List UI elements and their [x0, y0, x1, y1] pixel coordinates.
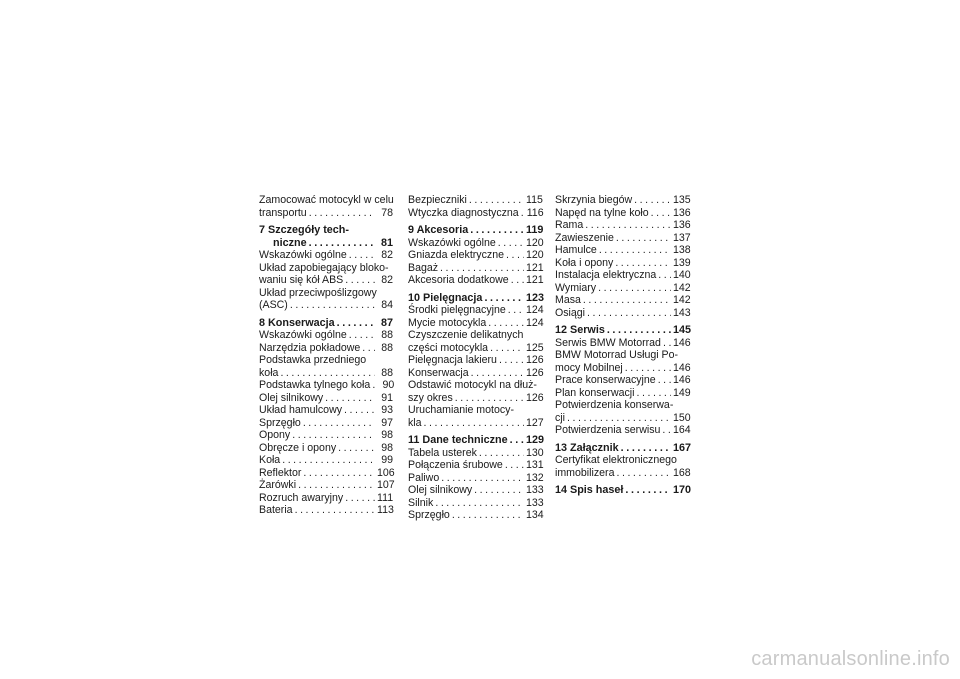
toc-entry-title: 8 Konserwacja: [259, 316, 335, 329]
toc-page-number: 150: [673, 411, 691, 424]
toc-page-number: 124: [526, 316, 544, 329]
toc-entry-title: Środki pielęgnacyjne: [408, 304, 506, 316]
toc-page-number: 130: [526, 446, 544, 459]
toc-page-number: 142: [673, 294, 691, 306]
toc-page-number: 78: [381, 206, 393, 219]
dot-leader: [567, 412, 671, 425]
toc-entry-title: 13 Załącznik: [555, 441, 619, 454]
toc-page-number: 127: [526, 416, 544, 429]
toc-entry-title: Koła: [259, 454, 281, 466]
toc-page-number: 99: [381, 454, 393, 466]
toc-entry-title: (ASC): [259, 299, 288, 311]
toc-entry[interactable]: [259, 504, 393, 517]
toc-entry[interactable]: [259, 467, 393, 480]
toc-entry[interactable]: [555, 207, 689, 220]
toc-page-number: 132: [526, 471, 544, 484]
toc-page-number: 111: [377, 491, 394, 504]
toc-page-number: 139: [673, 256, 691, 269]
dot-leader: [637, 387, 672, 400]
toc-page-number: 107: [377, 479, 395, 491]
toc-entry[interactable]: [408, 472, 542, 485]
toc-entry-title: Bagaż: [408, 261, 439, 274]
toc-chapter[interactable]: [555, 324, 692, 337]
toc-entry-title: Instalacja elektryczna: [555, 269, 657, 281]
toc-column-3: [555, 194, 692, 497]
dot-leader: [598, 282, 671, 295]
toc-entry-title: Gniazda elektryczne: [408, 249, 504, 261]
dot-leader: [455, 392, 524, 405]
toc-entry-title-line: Certyfikat elektronicznego: [555, 454, 677, 466]
toc-chapter[interactable]: [555, 441, 692, 455]
dot-leader: [607, 324, 671, 337]
dot-leader: [585, 219, 671, 232]
dot-leader: [615, 257, 671, 270]
toc-page-number: 146: [673, 361, 691, 374]
toc-entry-title: Opony: [259, 429, 291, 441]
toc-entry-title: cji: [555, 411, 566, 424]
dot-leader: [499, 354, 524, 367]
dot-leader: [469, 194, 524, 207]
toc-page-number: 170: [673, 484, 692, 496]
toc-page-number: 133: [526, 496, 544, 509]
toc-entry[interactable]: [555, 282, 689, 295]
toc-entry[interactable]: [259, 479, 393, 492]
toc-entry-title: Obręcze i opony: [259, 441, 337, 454]
toc-entry-title: Żarówki: [259, 479, 297, 491]
toc-page-number: 125: [526, 341, 544, 354]
toc-entry-title: Wymiary: [555, 281, 597, 294]
dot-leader: [621, 442, 671, 455]
toc-entry[interactable]: [408, 509, 542, 522]
toc-entry[interactable]: [408, 207, 542, 220]
toc-entry[interactable]: [408, 274, 542, 287]
toc-page-number: 136: [673, 206, 691, 219]
watermark: carmanualsonline.info: [751, 648, 950, 670]
toc-page-number: 142: [673, 281, 691, 294]
toc-page-number: 115: [526, 194, 543, 206]
dot-leader: [471, 367, 524, 380]
toc-entry[interactable]: [555, 374, 689, 387]
toc-chapter[interactable]: [408, 291, 545, 305]
toc-page-number: 129: [526, 434, 545, 446]
toc-page-number: 116: [526, 206, 544, 219]
toc-entry[interactable]: [555, 454, 689, 479]
toc-entry[interactable]: [555, 337, 689, 350]
toc-entry-title: Skrzynia biegów: [555, 194, 633, 206]
toc-entry-title: Sprzęgło: [408, 509, 450, 521]
toc-column-2: [408, 194, 545, 522]
dot-leader: [303, 417, 375, 430]
dot-leader: [441, 472, 524, 485]
toc-entry-title: Rama: [555, 219, 584, 231]
dot-leader: [452, 509, 524, 522]
dot-leader: [599, 244, 671, 257]
toc-entry[interactable]: [408, 379, 542, 404]
toc-page-number: 113: [377, 504, 394, 516]
toc-page-number: 136: [673, 219, 691, 231]
toc-page-number: 121: [526, 261, 544, 274]
dot-leader: [325, 392, 375, 405]
toc-entry-title: Hamulce: [555, 244, 597, 256]
toc-entry[interactable]: [408, 447, 542, 460]
toc-entry[interactable]: [259, 417, 393, 430]
toc-page-number: 126: [526, 366, 544, 379]
toc-page-number: 123: [526, 291, 545, 304]
toc-entry-title: Podstawka tylnego koła: [259, 379, 371, 391]
toc-entry[interactable]: [555, 294, 689, 307]
toc-entry[interactable]: [408, 367, 542, 380]
dot-leader: [506, 249, 524, 262]
toc-entry[interactable]: [408, 484, 542, 497]
toc-page-number: 119: [526, 224, 544, 236]
dot-leader: [470, 224, 524, 237]
toc-entry[interactable]: [408, 317, 542, 330]
toc-entry-title: Paliwo: [408, 471, 440, 484]
toc-entry[interactable]: [259, 379, 393, 392]
toc-entry-title: niczne: [273, 236, 307, 249]
toc-chapter[interactable]: [408, 434, 545, 447]
toc-page-number: 146: [673, 336, 691, 349]
toc-entry[interactable]: [408, 497, 542, 510]
toc-entry-title: 10 Pielęgnacja: [408, 291, 483, 304]
dot-leader: [625, 484, 671, 497]
dot-leader: [345, 274, 375, 287]
toc-page-number: 87: [380, 316, 393, 329]
dot-leader: [490, 342, 524, 355]
toc-page-number: 126: [526, 354, 544, 366]
toc-page-number: 168: [673, 466, 691, 479]
toc-entry-title-line: Potwierdzenia konserwa-: [555, 399, 674, 411]
dot-leader: [424, 417, 524, 430]
toc-entry-title: Układ hamulcowy: [259, 404, 343, 416]
toc-entry[interactable]: [259, 429, 393, 442]
toc-entry-title: mocy Mobilnej: [555, 361, 623, 374]
toc-page-number: 126: [526, 391, 544, 404]
toc-column-1: [259, 194, 393, 517]
dot-leader: [338, 442, 375, 455]
toc-entry-title-line: BMW Motorrad Usługi Po-: [555, 349, 679, 361]
toc-entry-title: Bateria: [259, 504, 293, 516]
toc-page-number: 120: [526, 236, 544, 249]
dot-leader: [658, 374, 671, 387]
dot-leader: [337, 317, 375, 330]
toc-chapter[interactable]: [408, 224, 542, 237]
toc-entry-title: Masa: [555, 294, 581, 306]
toc-entry-title-line: 7 Szczegóły tech-: [259, 224, 350, 236]
toc-entry[interactable]: [408, 329, 542, 354]
toc-entry[interactable]: [408, 304, 542, 317]
toc-page-number: 97: [381, 416, 393, 429]
toc-entry[interactable]: [259, 329, 393, 342]
dot-leader: [290, 299, 375, 312]
toc-entry-title-line: Odstawić motocykl na dłuż-: [408, 379, 537, 391]
dot-leader: [498, 237, 524, 250]
dot-leader: [372, 379, 376, 392]
toc-entry-title: Zawieszenie: [555, 231, 614, 244]
toc-entry[interactable]: [259, 492, 393, 505]
toc-entry[interactable]: [408, 262, 542, 275]
toc-page-number: 164: [673, 424, 691, 436]
dot-leader: [488, 317, 524, 330]
dot-leader: [583, 294, 671, 307]
toc-entry-title: części motocykla: [408, 341, 489, 354]
toc-entry-title: 9 Akcesoria: [408, 224, 469, 236]
toc-entry-title: Prace konserwacyjne: [555, 374, 656, 386]
toc-entry-title: Koła i opony: [555, 256, 614, 269]
dot-leader: [521, 207, 525, 220]
toc-entry-title: Napęd na tylne koło: [555, 206, 649, 219]
toc-entry-title: Serwis BMW Motorrad: [555, 336, 661, 349]
dot-leader: [479, 447, 524, 460]
toc-entry-title: Narzędzia pokładowe: [259, 341, 361, 354]
toc-entry[interactable]: [259, 194, 393, 219]
toc-entry[interactable]: [259, 287, 393, 312]
toc-chapter[interactable]: [555, 484, 692, 497]
toc-page-number: 137: [673, 231, 691, 244]
toc-entry-title: Potwierdzenia serwisu: [555, 424, 661, 436]
toc-entry[interactable]: [259, 262, 393, 287]
toc-entry-title: Wskazówki ogólne: [408, 236, 496, 249]
toc-page-number: 88: [381, 366, 393, 379]
toc-entry[interactable]: [555, 387, 689, 400]
toc-entry-title: 14 Spis haseł: [555, 484, 624, 496]
toc-entry[interactable]: [259, 249, 393, 262]
dot-leader: [280, 367, 375, 380]
dot-leader: [484, 292, 524, 305]
dot-leader: [625, 362, 671, 375]
toc-page-number: 81: [380, 236, 393, 249]
dot-leader: [349, 249, 375, 262]
toc-page-number: 91: [381, 391, 393, 404]
dot-leader: [634, 194, 671, 207]
toc-entry[interactable]: [259, 404, 393, 417]
toc-entry[interactable]: [555, 269, 689, 282]
dot-leader: [440, 262, 524, 275]
toc-page-number: 121: [526, 274, 544, 286]
dot-leader: [658, 269, 671, 282]
toc-entry[interactable]: [408, 249, 542, 262]
toc-entry[interactable]: [408, 354, 542, 367]
toc-entry[interactable]: [555, 349, 689, 374]
toc-page-number: 88: [381, 329, 393, 341]
toc-entry-title-line: Podstawka przedniego: [259, 354, 367, 366]
toc-entry-title: Bezpieczniki: [408, 194, 467, 206]
toc-entry-title: kla: [408, 416, 422, 429]
dot-leader: [511, 274, 524, 287]
toc-entry-title: Osiągi: [555, 306, 586, 319]
dot-leader: [345, 492, 375, 505]
toc-entry-title: szy okres: [408, 391, 453, 404]
toc-page-number: 84: [381, 299, 393, 311]
toc-page-number: 106: [377, 466, 395, 479]
dot-leader: [282, 454, 375, 467]
toc-entry-title-line: Układ zapobiegający bloko-: [259, 261, 389, 274]
dot-leader: [474, 484, 524, 497]
toc-entry-title: 12 Serwis: [555, 324, 605, 336]
toc-entry[interactable]: [555, 399, 689, 424]
dot-leader: [298, 479, 375, 492]
toc-entry-title: Tabela usterek: [408, 446, 477, 459]
toc-entry-title: Pielęgnacja lakieru: [408, 354, 497, 366]
toc-entry-title: Połączenia śrubowe: [408, 459, 503, 471]
dot-leader: [435, 497, 524, 510]
toc-page-number: 138: [673, 244, 691, 256]
toc-entry[interactable]: [555, 307, 689, 320]
toc-chapter[interactable]: [259, 224, 393, 249]
dot-leader: [663, 337, 671, 350]
toc-entry[interactable]: [555, 232, 689, 245]
toc-entry[interactable]: [259, 354, 393, 379]
toc-entry-title: Wtyczka diagnostyczna: [408, 206, 519, 219]
dot-leader: [616, 232, 671, 245]
toc-entry[interactable]: [408, 404, 542, 429]
toc-entry-title: Sprzęgło: [259, 416, 301, 429]
dot-leader: [309, 207, 375, 220]
toc-page-number: 82: [381, 274, 393, 286]
dot-leader: [508, 304, 524, 317]
dot-leader: [662, 424, 671, 437]
toc-entry[interactable]: [555, 194, 689, 207]
dot-leader: [616, 467, 671, 480]
toc-entry-title: Wskazówki ogólne: [259, 249, 347, 261]
toc-entry[interactable]: [408, 194, 542, 207]
toc-entry-title-line: Uruchamianie motocy-: [408, 404, 514, 416]
toc-entry-title: Plan konserwacji: [555, 386, 635, 399]
dot-leader: [303, 467, 375, 480]
toc-page-number: 98: [381, 429, 393, 441]
toc-page-number: 140: [673, 269, 691, 281]
dot-leader: [349, 329, 375, 342]
toc-entry-title: koła: [259, 366, 279, 379]
toc-entry-title-line: Zamocować motocykl w celu: [259, 194, 394, 206]
dot-leader: [309, 237, 375, 250]
dot-leader: [344, 404, 375, 417]
toc-entry[interactable]: [408, 459, 542, 472]
toc-page-number: 143: [673, 306, 691, 319]
toc-entry-title: Olej silnikowy: [259, 391, 324, 404]
toc-entry-title-line: Układ przeciwpoślizgowy: [259, 286, 377, 299]
toc-entry-title-line: Czyszczenie delikatnych: [408, 329, 524, 341]
toc-page-number: 133: [526, 484, 544, 496]
toc-entry-title: Rozruch awaryjny: [259, 491, 344, 504]
toc-page-number: 90: [382, 379, 395, 391]
dot-leader: [510, 434, 524, 447]
toc-chapter[interactable]: [259, 317, 393, 330]
toc-page-number: 124: [526, 304, 544, 316]
toc-page-number: 167: [673, 441, 692, 454]
dot-leader: [651, 207, 671, 220]
toc-page-number: 82: [381, 249, 393, 261]
toc-entry-title: Wskazówki ogólne: [259, 329, 347, 341]
toc-page-number: 98: [381, 441, 393, 454]
toc-entry[interactable]: [259, 392, 393, 405]
toc-entry-title: Konserwacja: [408, 366, 469, 379]
toc-entry-title: 11 Dane techniczne: [408, 434, 508, 446]
toc-entry-title: Olej silnikowy: [408, 484, 473, 496]
dot-leader: [505, 459, 524, 472]
toc-page-number: 145: [673, 324, 692, 336]
toc-entry-title: waniu się kół ABS: [259, 274, 344, 286]
toc-entry[interactable]: [555, 257, 689, 270]
toc-entry[interactable]: [259, 454, 393, 467]
toc-page-number: 120: [526, 249, 544, 261]
toc-page-number: 134: [526, 509, 544, 521]
toc-page-number: 88: [381, 341, 393, 354]
toc-page-number: 135: [673, 194, 691, 206]
toc-entry-title: transportu: [259, 206, 307, 219]
toc-entry-title: Reflektor: [259, 466, 302, 479]
toc-page-number: 131: [526, 459, 544, 471]
toc-entry[interactable]: [555, 244, 689, 257]
toc-entry-title: Mycie motocykla: [408, 316, 487, 329]
toc-entry-title: Akcesoria dodatkowe: [408, 274, 509, 286]
toc-entry[interactable]: [555, 219, 689, 232]
toc-entry[interactable]: [408, 237, 542, 250]
dot-leader: [362, 342, 375, 355]
toc-entry-title: immobilizera: [555, 466, 615, 479]
dot-leader: [292, 429, 375, 442]
toc-entry-title: Silnik: [408, 496, 434, 509]
dot-leader: [295, 504, 375, 517]
toc-entry[interactable]: [259, 342, 393, 355]
toc-page-number: 93: [381, 404, 393, 416]
toc-entry[interactable]: [555, 424, 689, 437]
toc-page-number: 146: [673, 374, 691, 386]
toc-entry[interactable]: [259, 442, 393, 455]
dot-leader: [587, 307, 671, 320]
toc-page-number: 149: [673, 386, 691, 399]
